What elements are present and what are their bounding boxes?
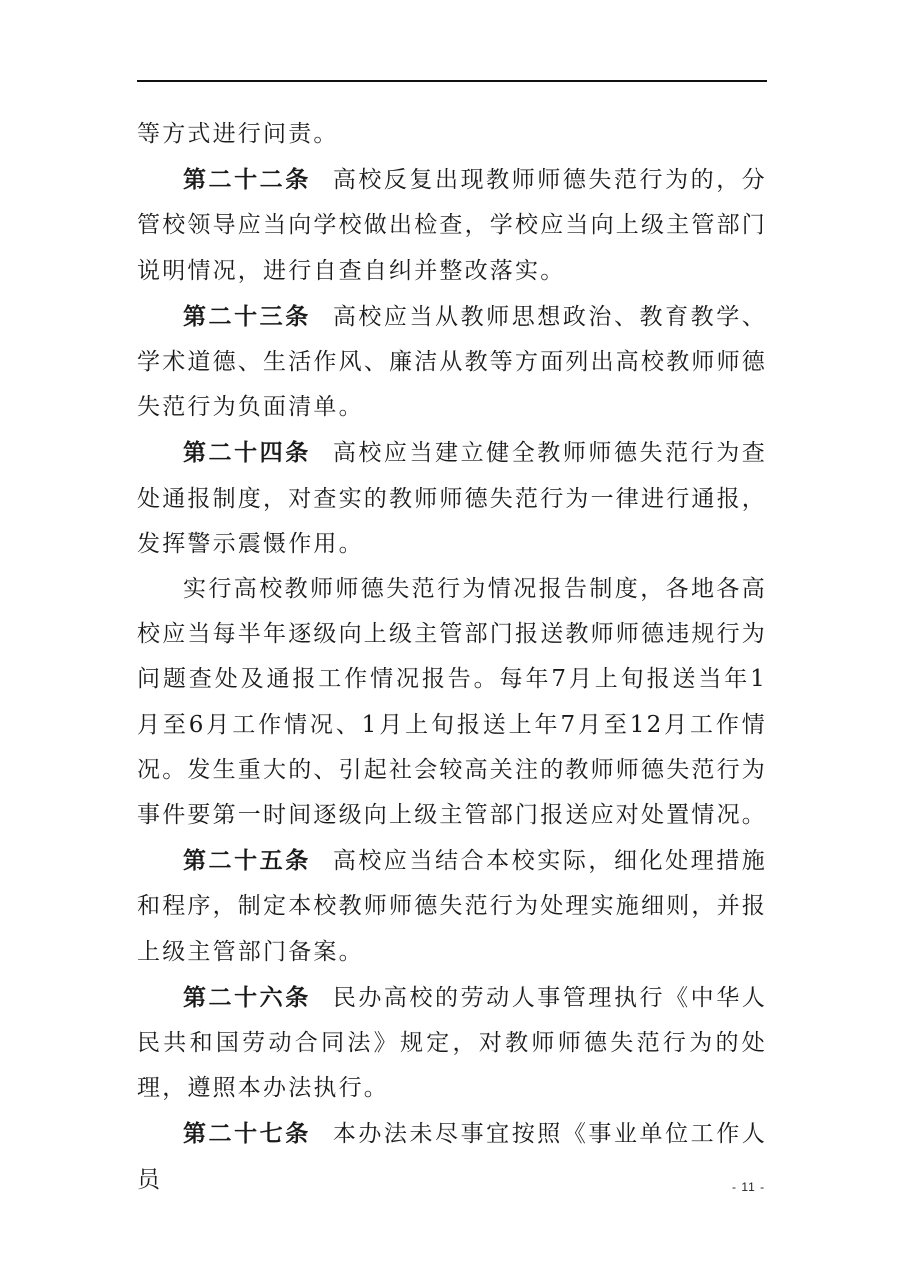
article-number: 第二十三条 [183,302,311,330]
article-26 [137,975,767,1112]
page-number: - 11 - [732,1180,766,1194]
article-number: 第二十四条 [183,439,311,467]
paragraph-text: 高校应当结合本校实际，细化处理措施和程序，制定本校教师师德失范行为处理实施细则，并报上级主管部门备案。 [137,848,767,965]
article-number: 第二十七条 [183,1120,311,1148]
paragraph-text: 民办高校的劳动人事管理执行《中华人民共和国劳动合同法》规定，对教师师德失范行为的处理，遵照本办法执行。 [137,984,767,1102]
paragraph-text: 等方式进行问责。 [137,121,339,147]
paragraph-text: 实行高校教师师德失范行为情况报告制度，各地各高校应当每半年逐级向上级主管部门报送教师师德违规行为问题查处及通报工作情况报告。每年7月上旬报送当年1月至6月工作情况、1月上旬报送上年7月至12月工作情况。发生重大的、引起社会较高关注的教师师德失范行为事件要第一时间逐级向上级主管部门报送应对处置情况。 [137,576,767,829]
article-24 [137,430,767,567]
paragraph-text: 高校应当建立健全教师师德失范行为查处通报制度，对查实的教师师德失范行为一律进行通报，发挥警示震慑作用。 [137,440,767,557]
paragraph-continuation [137,112,767,157]
article-24-clause-2 [137,567,767,838]
article-number: 第二十二条 [183,166,311,194]
paragraph-text: 高校反复出现教师师德失范行为的，分管校领导应当向学校做出检查，学校应当向上级主管部门说明情况，进行自查自纠并整改落实。 [137,167,767,284]
paragraph-text: 高校应当从教师思想政治、教育教学、学术道德、生活作风、廉洁从教等方面列出高校教师师德失范行为负面清单。 [137,303,767,421]
article-27 [137,1111,767,1202]
article-22 [137,157,767,294]
article-25 [137,838,767,975]
article-number: 第二十五条 [183,847,311,875]
article-number: 第二十六条 [183,983,311,1011]
article-23 [137,294,767,431]
paragraph-text: 本办法未尽事宜按照《事业单位工作人员 [137,1121,767,1193]
document-body [137,112,767,1203]
header-rule [137,80,767,82]
